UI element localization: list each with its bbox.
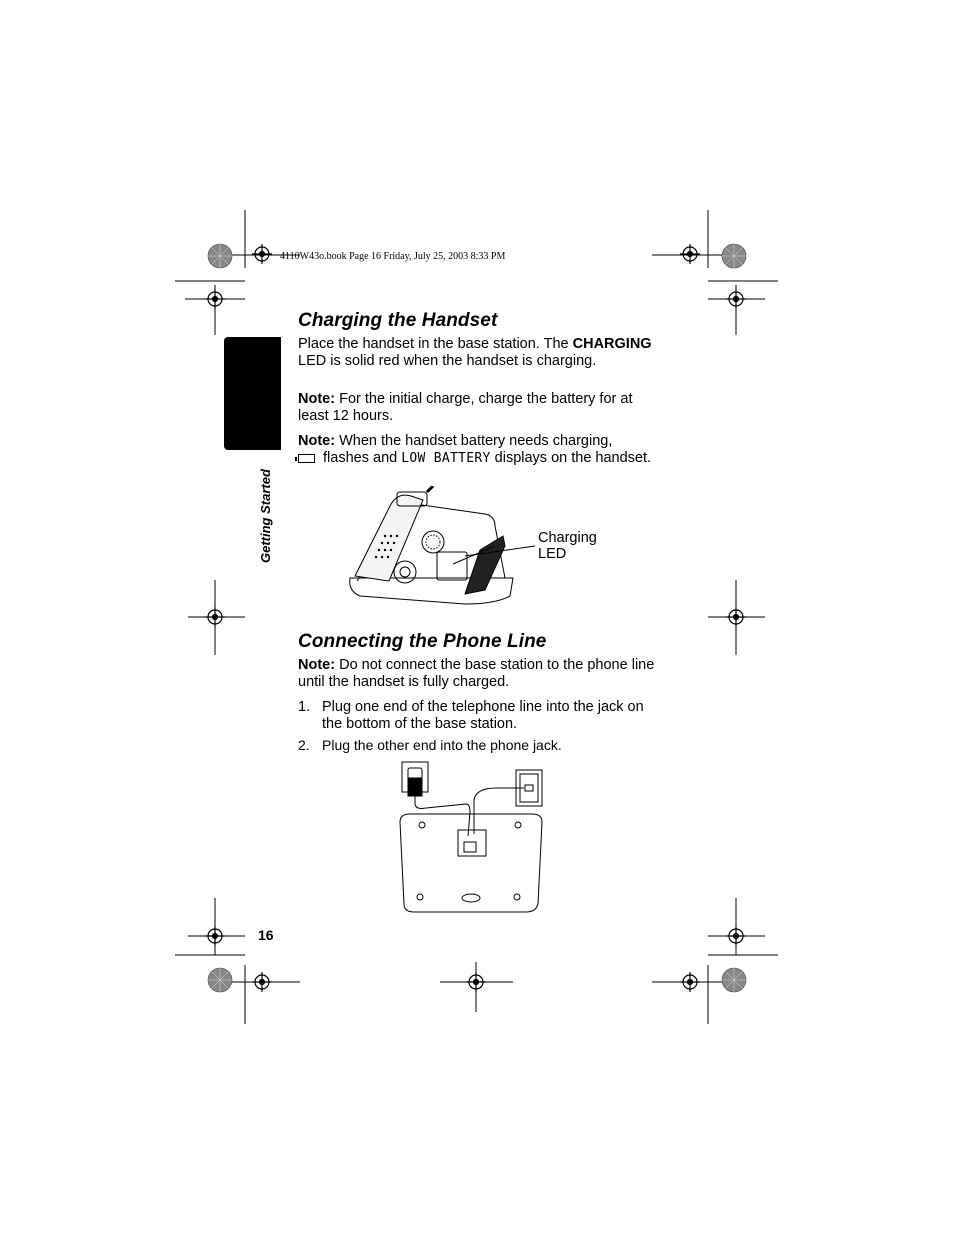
note-do-not-connect xyxy=(298,657,660,691)
step-text: Plug the other end into the phone jack. xyxy=(322,737,562,753)
step-number: 1. xyxy=(298,699,311,715)
base-bottom-illustration xyxy=(396,760,546,916)
step-text: Plug one end of the telephone line into the jack on the bottom of the base station. xyxy=(322,699,644,732)
note-text: flashes and xyxy=(319,450,402,466)
note-text: displays on the handset. xyxy=(490,450,652,466)
note-text: When the handset battery needs charging, xyxy=(335,433,613,449)
battery-low-icon xyxy=(298,454,315,463)
section-tab xyxy=(224,337,281,450)
charging-para-text-2: LED is solid red when the handset is charging. xyxy=(298,353,597,369)
note-label: Note: xyxy=(298,391,336,407)
phone-base-illustration xyxy=(345,486,545,610)
charging-led-callout xyxy=(538,530,597,562)
charging-led-label: CHARGING xyxy=(572,336,652,352)
section-title-phone-line: Connecting the Phone Line xyxy=(298,631,547,652)
note-label: Note: xyxy=(298,433,336,449)
callout-line-1: Charging xyxy=(538,530,597,546)
charging-para-text-1: Place the handset in the base station. The xyxy=(298,336,573,352)
lcd-low-battery-text: LOW BATTERY xyxy=(401,451,491,466)
charging-paragraph xyxy=(298,336,660,370)
file-info-header: 4110W43o.book Page 16 Friday, July 25, 2003 8:33 PM xyxy=(280,251,506,262)
section-title-charging: Charging the Handset xyxy=(298,310,498,331)
callout-line-2: LED xyxy=(538,546,567,562)
side-section-label-text: Getting Started xyxy=(258,469,273,563)
list-item xyxy=(298,699,660,739)
note-initial-charge xyxy=(298,391,660,425)
note-label: Note: xyxy=(298,657,336,673)
note-low-battery xyxy=(298,433,660,467)
step-number: 2. xyxy=(298,737,310,753)
note-text: For the initial charge, charge the battery for at least 12 hours. xyxy=(298,391,633,424)
note-text: Do not connect the base station to the phone line until the handset is fully charged. xyxy=(298,657,655,690)
side-section-label xyxy=(240,460,280,570)
list-item xyxy=(298,737,660,757)
page-number: 16 xyxy=(258,927,274,943)
